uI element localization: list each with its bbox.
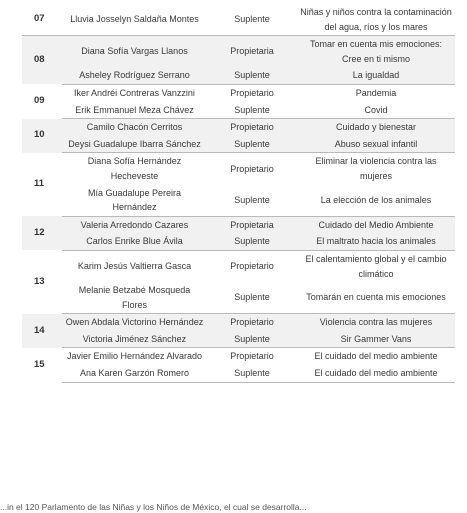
representative-name: Owen Abdala Victorino Hernández (62, 314, 207, 331)
topic-cell: Covid (297, 102, 455, 119)
topic-cell: Sir Gammer Vans (297, 331, 455, 348)
representative-name: Karim Jesús Valtierra Gasca (77, 261, 192, 272)
representative-name: Ana Karen Garzón Romero (62, 365, 207, 382)
district-number: 10 (22, 119, 62, 153)
table-row (22, 216, 455, 233)
representative-name: Valeria Arredondo Cazares (62, 216, 207, 233)
representative-name: Javier Emilio Hernández Alvarado (66, 351, 203, 362)
topic-cell: El maltrato hacia los animales (297, 233, 455, 250)
district-number: 09 (34, 95, 45, 107)
representative-role: Propietaria (207, 36, 297, 68)
representative-name: Diana Sofía Hernández Hecheveste (87, 156, 182, 181)
representative-name: Mía Guadalupe Pereira Hernández (62, 185, 207, 217)
district-number: 13 (34, 275, 45, 287)
representative-name: Asheley Rodríguez Serrano (62, 67, 207, 84)
topic-cell: La igualdad (297, 67, 455, 84)
table-row (22, 119, 455, 136)
representative-name: Iker Andréi Contreras Vanzzini (74, 87, 195, 98)
district-number: 07 (22, 4, 62, 36)
table-row (22, 136, 455, 153)
representative-role: Propietario (230, 87, 274, 98)
topic-cell: El cuidado del medio ambiente (314, 351, 438, 362)
table-row (22, 282, 455, 314)
table-row (22, 331, 455, 348)
representative-name: Diana Sofía Vargas Llanos (62, 36, 207, 68)
representative-role: Propietario (207, 119, 297, 136)
table-row (22, 250, 455, 282)
representative-name: Victoria Jiménez Sánchez (62, 331, 207, 348)
representative-role: Propietario (207, 314, 297, 331)
table-row (22, 348, 455, 365)
district-number: 15 (34, 358, 45, 370)
topic-cell: Violencia contra las mujeres (297, 314, 455, 331)
topic-cell: La elección de los animales (297, 185, 455, 217)
representative-name: Deysi Guadalupe Ibarra Sánchez (62, 136, 207, 153)
table-row (22, 185, 455, 217)
table-row (22, 233, 455, 250)
topic-cell: Tomarán en cuenta mis emociones (297, 282, 455, 314)
representative-role: Suplente (207, 185, 297, 217)
representative-role: Propietario (230, 351, 274, 362)
topic-cell: Niñas y niños contra la contaminación del agua, ríos y los mares (297, 4, 455, 36)
table-row (22, 36, 455, 68)
topic-cell: Abuso sexual infantil (297, 136, 455, 153)
district-number: 12 (22, 216, 62, 250)
representative-role: Propietario (230, 261, 274, 272)
representative-name: Melanie Betzabé Mosqueda Flores (62, 282, 207, 314)
footer-text: ...in el 120 Parlamento de las Niñas y los Niños de México, el cual se desarrolla... (0, 502, 307, 512)
representative-role: Suplente (207, 365, 297, 382)
table-row (22, 153, 455, 185)
representative-role: Suplente (207, 67, 297, 84)
topic-cell: Eliminar la violencia contra las mujeres (315, 156, 437, 181)
representative-name: Camilo Chacón Cerritos (62, 119, 207, 136)
district-number: 14 (22, 314, 62, 348)
representatives-table (22, 4, 455, 383)
table-row (22, 102, 455, 119)
topic-cell: El calentamiento global y el cambio climático (305, 253, 447, 279)
representative-name: Lluvia Josselyn Saldaña Montes (62, 4, 207, 36)
representative-role: Suplente (207, 4, 297, 36)
topic-cell: Cuidado y bienestar (297, 119, 455, 136)
representative-role: Suplente (207, 331, 297, 348)
table-row (22, 84, 455, 101)
table-row (22, 365, 455, 382)
representative-role: Suplente (207, 102, 297, 119)
representative-role: Suplente (207, 233, 297, 250)
table-row (22, 314, 455, 331)
topic-cell: Pandemia (355, 87, 397, 98)
district-number: 08 (22, 36, 62, 85)
representative-role: Propietario (230, 163, 274, 174)
representative-name: Carlos Enrike Blue Ávila (62, 233, 207, 250)
representative-role: Suplente (207, 282, 297, 314)
table-row (22, 67, 455, 84)
representative-name: Erik Emmanuel Meza Chávez (62, 102, 207, 119)
table-row (22, 4, 455, 36)
representative-role: Suplente (207, 136, 297, 153)
topic-cell: Tomar en cuenta mis emociones: Cree en ti mismo (297, 36, 455, 68)
representative-role: Propietaria (207, 216, 297, 233)
topic-cell: El cuidado del medio ambiente (297, 365, 455, 382)
district-number: 11 (34, 178, 45, 190)
topic-cell: Cuidado del Medio Ambiente (297, 216, 455, 233)
